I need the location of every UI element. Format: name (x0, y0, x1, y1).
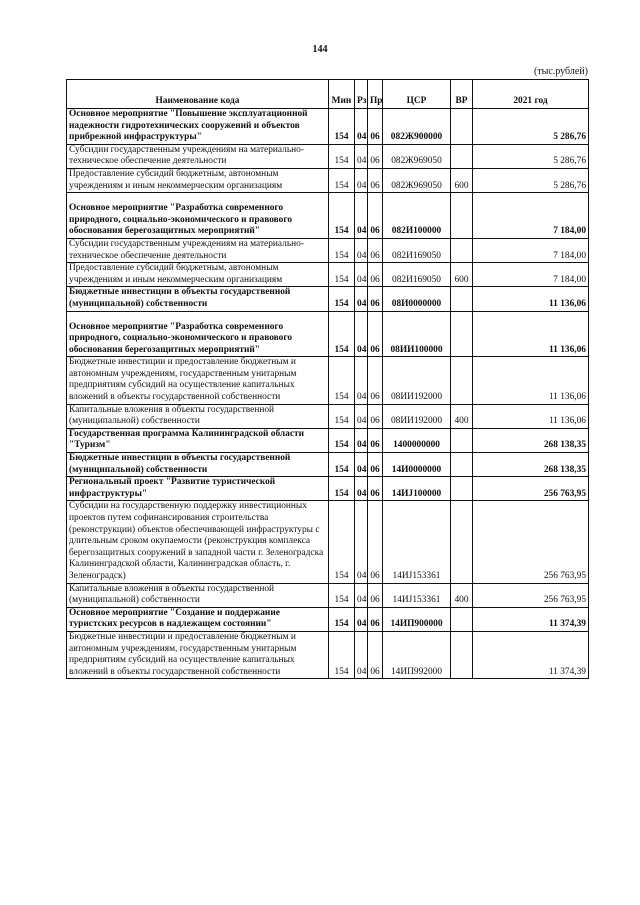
row-name: Субсидии государственным учреждениям на материально-техническое обеспечение деятельности (67, 238, 329, 262)
row-amount: 7 184,00 (473, 193, 589, 239)
row-min: 154 (329, 109, 355, 145)
row-pr: 06 (368, 631, 383, 678)
row-amount: 11 374,39 (473, 631, 589, 678)
row-vr (451, 607, 473, 631)
row-pr: 06 (368, 357, 383, 404)
row-name: Основное мероприятие "Разработка современного природного, социально-экономического и правового обоснования берегозащитных мероприятий" (67, 193, 329, 239)
row-min: 154 (329, 144, 355, 168)
row-csr: 14И0000000 (383, 453, 451, 477)
row-min: 154 (329, 607, 355, 631)
row-rz: 04 (355, 144, 368, 168)
row-name: Основное мероприятие "Повышение эксплуатационной надежности гидротехнических сооружений и объектов прибрежной инфраструктуры" (67, 109, 329, 145)
row-rz: 04 (355, 583, 368, 607)
row-amount: 11 136,06 (473, 311, 589, 357)
table-row (67, 287, 589, 311)
row-name: Основное мероприятие "Разработка современного природного, социально-экономического и правового обоснования берегозащитных мероприятий" (67, 311, 329, 357)
row-amount: 11 374,39 (473, 607, 589, 631)
header-name: Наименование кода (67, 80, 329, 109)
row-amount: 268 138,35 (473, 428, 589, 452)
row-pr: 06 (368, 607, 383, 631)
row-rz: 04 (355, 477, 368, 501)
row-amount: 5 286,76 (473, 109, 589, 145)
row-vr (451, 238, 473, 262)
row-min: 154 (329, 238, 355, 262)
row-name: Капитальные вложения в объекты государственной (муниципальной) собственности (67, 583, 329, 607)
row-pr: 06 (368, 193, 383, 239)
row-csr: 14ИJ100000 (383, 477, 451, 501)
row-pr: 06 (368, 428, 383, 452)
row-vr (451, 144, 473, 168)
row-vr: 400 (451, 583, 473, 607)
row-name: Основное мероприятие "Создание и поддержание туристских ресурсов в надлежащем состоянии" (67, 607, 329, 631)
row-csr: 08ИИ100000 (383, 311, 451, 357)
row-pr: 06 (368, 263, 383, 287)
row-rz: 04 (355, 428, 368, 452)
row-min: 154 (329, 193, 355, 239)
row-pr: 06 (368, 109, 383, 145)
row-csr: 14ИJ153361 (383, 583, 451, 607)
table-row (67, 168, 589, 192)
row-min: 154 (329, 428, 355, 452)
row-rz: 04 (355, 607, 368, 631)
row-rz: 04 (355, 168, 368, 192)
table-row (67, 263, 589, 287)
header-vr: ВР (451, 80, 473, 109)
row-amount: 7 184,00 (473, 238, 589, 262)
row-amount: 5 286,76 (473, 168, 589, 192)
row-vr (451, 501, 473, 583)
table-row (67, 193, 589, 239)
row-name: Предоставление субсидий бюджетным, автономным учреждениям и иным некоммерческим организациям (67, 168, 329, 192)
row-rz: 04 (355, 238, 368, 262)
row-pr: 06 (368, 144, 383, 168)
table-row (67, 428, 589, 452)
row-csr: 082И169050 (383, 238, 451, 262)
table-row (67, 357, 589, 404)
row-min: 154 (329, 404, 355, 428)
row-csr: 082И100000 (383, 193, 451, 239)
row-csr: 082Ж969050 (383, 144, 451, 168)
header-pr: Пр (368, 80, 383, 109)
row-vr: 600 (451, 168, 473, 192)
row-csr: 08ИИ192000 (383, 357, 451, 404)
row-rz: 04 (355, 501, 368, 583)
row-csr: 14ИП992000 (383, 631, 451, 678)
row-csr: 082Ж900000 (383, 109, 451, 145)
row-name: Региональный проект "Развитие туристической инфраструктуры" (67, 477, 329, 501)
row-pr: 06 (368, 168, 383, 192)
row-min: 154 (329, 263, 355, 287)
row-csr: 082И169050 (383, 263, 451, 287)
row-pr: 06 (368, 311, 383, 357)
row-rz: 04 (355, 631, 368, 678)
budget-table (66, 79, 589, 679)
row-name: Субсидии государственным учреждениям на материально-техническое обеспечение деятельности (67, 144, 329, 168)
row-rz: 04 (355, 404, 368, 428)
row-pr: 06 (368, 501, 383, 583)
row-csr: 14ИJ153361 (383, 501, 451, 583)
table-row (67, 631, 589, 678)
row-amount: 7 184,00 (473, 263, 589, 287)
row-csr: 082Ж969050 (383, 168, 451, 192)
page-number: 144 (312, 44, 328, 55)
row-min: 154 (329, 477, 355, 501)
row-csr: 08И0000000 (383, 287, 451, 311)
row-vr (451, 631, 473, 678)
table-row (67, 144, 589, 168)
row-min: 154 (329, 168, 355, 192)
row-csr: 08ИИ192000 (383, 404, 451, 428)
row-amount: 256 763,95 (473, 477, 589, 501)
row-amount: 11 136,06 (473, 287, 589, 311)
row-rz: 04 (355, 109, 368, 145)
row-vr (451, 453, 473, 477)
header-csr: ЦСР (383, 80, 451, 109)
row-amount: 256 763,95 (473, 501, 589, 583)
row-vr (451, 109, 473, 145)
row-min: 154 (329, 453, 355, 477)
row-min: 154 (329, 311, 355, 357)
row-rz: 04 (355, 453, 368, 477)
row-name: Предоставление субсидий бюджетным, автономным учреждениям и иным некоммерческим организациям (67, 263, 329, 287)
row-pr: 06 (368, 477, 383, 501)
row-name: Бюджетные инвестиции в объекты государственной (муниципальной) собственности (67, 287, 329, 311)
row-rz: 04 (355, 357, 368, 404)
table-row (67, 583, 589, 607)
table-row (67, 238, 589, 262)
row-vr (451, 477, 473, 501)
table-row (67, 477, 589, 501)
header-row (67, 80, 589, 109)
row-pr: 06 (368, 287, 383, 311)
row-name: Бюджетные инвестиции и предоставление бюджетным и автономным учреждениям, государственным унитарным предприятиям субсидий на осуществление капитальных вложений в объекты государственной собственности (67, 357, 329, 404)
units-label: (тыс.рублей) (533, 66, 588, 77)
row-amount: 5 286,76 (473, 144, 589, 168)
table-row (67, 607, 589, 631)
row-min: 154 (329, 287, 355, 311)
header-min: Мин (329, 80, 355, 109)
table-row (67, 311, 589, 357)
row-vr (451, 287, 473, 311)
row-pr: 06 (368, 583, 383, 607)
header-year: 2021 год (473, 80, 589, 109)
row-amount: 11 136,06 (473, 404, 589, 428)
header-rz: Рз (355, 80, 368, 109)
row-min: 154 (329, 631, 355, 678)
table-row (67, 501, 589, 583)
row-amount: 11 136,06 (473, 357, 589, 404)
table-row (67, 109, 589, 145)
row-min: 154 (329, 357, 355, 404)
row-min: 154 (329, 501, 355, 583)
table-body (67, 109, 589, 679)
row-rz: 04 (355, 287, 368, 311)
row-vr: 600 (451, 263, 473, 287)
row-rz: 04 (355, 263, 368, 287)
row-csr: 14ИП900000 (383, 607, 451, 631)
row-min: 154 (329, 583, 355, 607)
table-row (67, 453, 589, 477)
row-vr (451, 311, 473, 357)
row-pr: 06 (368, 404, 383, 428)
row-vr (451, 428, 473, 452)
row-vr: 400 (451, 404, 473, 428)
row-name: Бюджетные инвестиции и предоставление бюджетным и автономным учреждениям, государственным унитарным предприятиям субсидий на осуществление капитальных вложений в объекты государственной собственности (67, 631, 329, 678)
row-csr: 1400000000 (383, 428, 451, 452)
row-pr: 06 (368, 453, 383, 477)
row-amount: 268 138,35 (473, 453, 589, 477)
table-row (67, 404, 589, 428)
row-amount: 256 763,95 (473, 583, 589, 607)
row-vr (451, 357, 473, 404)
row-name: Государственная программа Калининградской области "Туризм" (67, 428, 329, 452)
row-name: Бюджетные инвестиции в объекты государственной (муниципальной) собственности (67, 453, 329, 477)
row-rz: 04 (355, 193, 368, 239)
row-vr (451, 193, 473, 239)
row-name: Капитальные вложения в объекты государственной (муниципальной) собственности (67, 404, 329, 428)
row-pr: 06 (368, 238, 383, 262)
row-rz: 04 (355, 311, 368, 357)
row-name: Субсидии на государственную поддержку инвестиционных проектов путем софинансирования строительства (реконструкции) объектов обеспечивающей инфраструктуры с длительным сроком окупаемости (реконструкция комплекса берегозащитных сооружений в западной части г. Зеленоградска Калининградской области, Калининградская область, г. Зеленоградск) (67, 501, 329, 583)
